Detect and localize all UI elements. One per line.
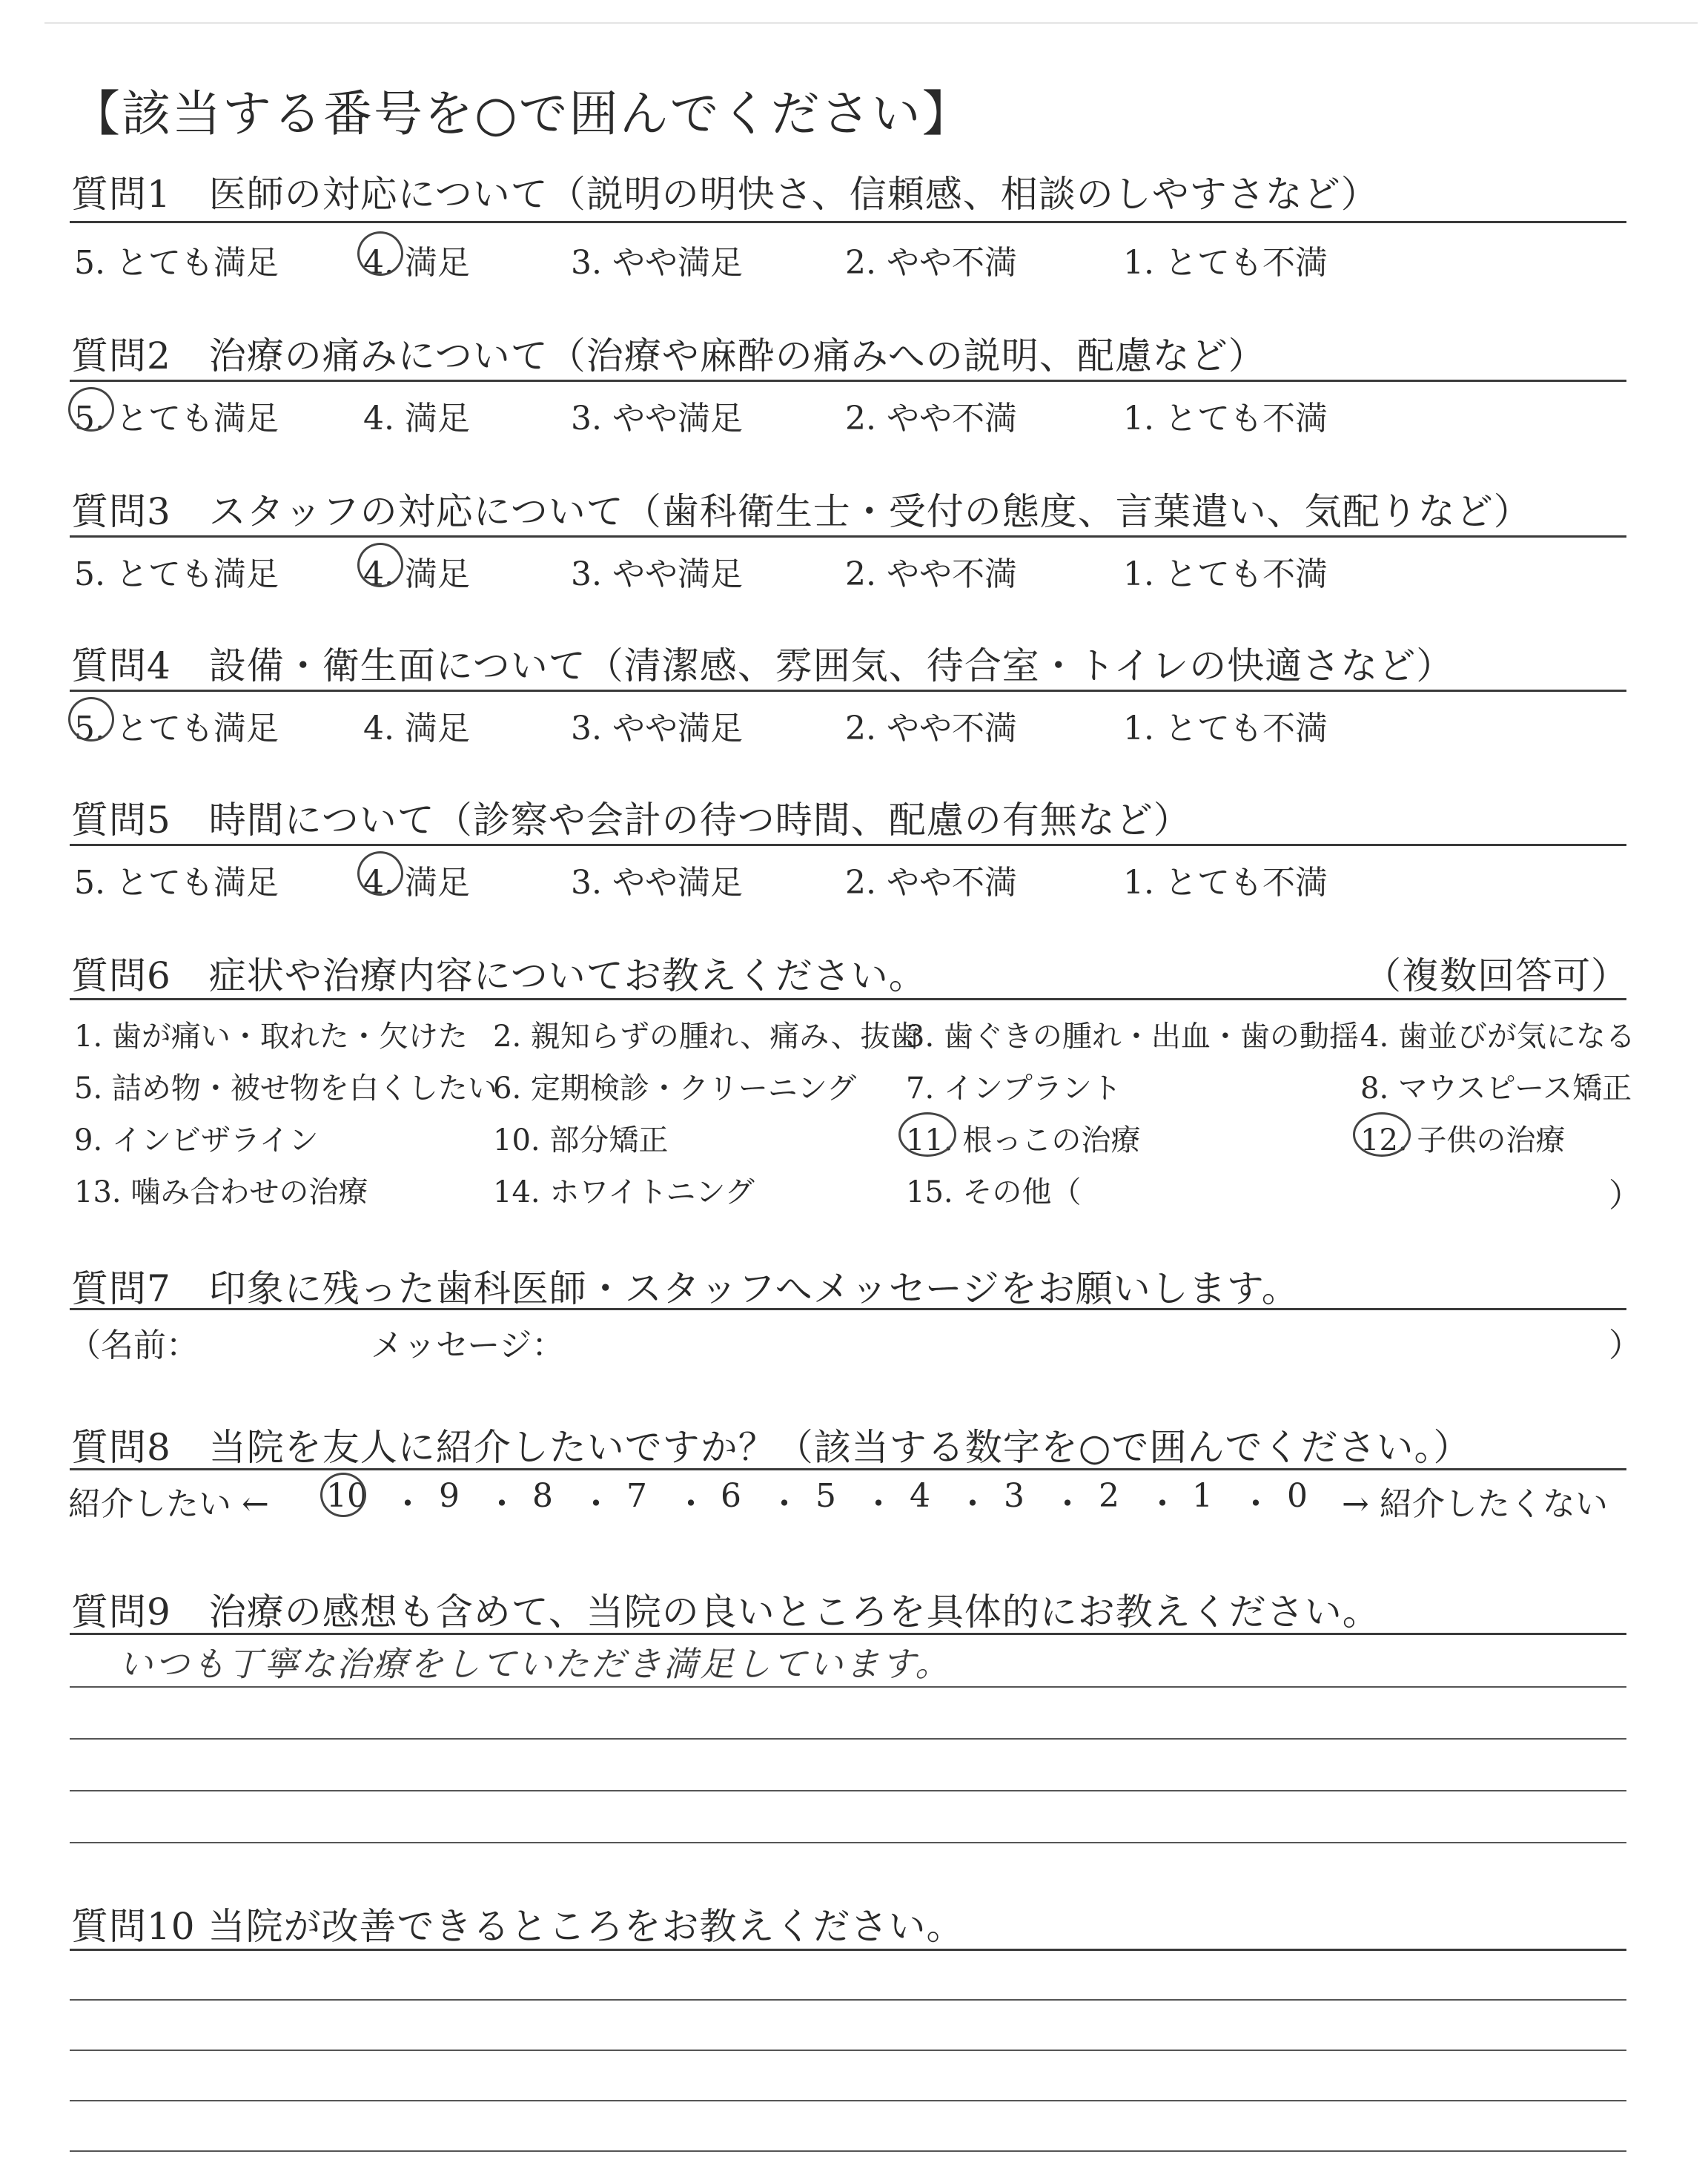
question-4-rule	[70, 690, 1626, 692]
question-1-rule	[70, 221, 1626, 223]
q1-option-3[interactable]: 3. やや満足	[571, 244, 743, 282]
q8-separator: ・	[391, 1485, 424, 1523]
q6-item-2[interactable]: 2. 親知らずの腫れ、痛み、抜歯	[493, 1020, 920, 1054]
question-6-title: 質問6 症状や治療内容についてお教えください。	[71, 954, 927, 997]
top-edge-line	[44, 22, 1698, 24]
q8-separator: ・	[862, 1485, 895, 1523]
q2-option-2[interactable]: 2. やや不満	[845, 400, 1017, 437]
q6-item-13[interactable]: 13. 噛み合わせの治療	[74, 1175, 368, 1209]
q10-writing-line[interactable]	[70, 1999, 1626, 2001]
q8-separator: ・	[580, 1485, 612, 1523]
q4-option-3[interactable]: 3. やや満足	[571, 710, 743, 747]
q8-scale-9[interactable]: 9	[439, 1477, 460, 1515]
question-9-rule	[70, 1633, 1626, 1635]
question-3-title: 質問3 スタッフの対応について（歯科衛生士・受付の態度、言葉遣い、気配りなど）	[71, 490, 1532, 533]
question-5-title: 質問5 時間について（診察や会計の待つ時間、配慮の有無など）	[71, 799, 1191, 842]
q8-right-label: → 紹介したくない	[1342, 1485, 1608, 1523]
q6-item-7[interactable]: 7. インプラント	[906, 1071, 1122, 1106]
question-6-rule	[70, 998, 1626, 1000]
q8-scale-6[interactable]: 6	[721, 1477, 741, 1515]
q1-option-5[interactable]: 5. とても満足	[74, 244, 279, 282]
q7-message-label[interactable]: メッセージ：	[371, 1327, 565, 1364]
question-1-title: 質問1 医師の対応について（説明の明快さ、信頼感、相談のしやすさなど）	[71, 173, 1379, 216]
q6-item-12-selected[interactable]: 12. 子供の治療	[1360, 1117, 1565, 1159]
q6-item-5[interactable]: 5. 詰め物・被せ物を白くしたい	[74, 1071, 497, 1106]
question-4-title: 質問4 設備・衛生面について（清潔感、雰囲気、待合室・トイレの快適さなど）	[71, 644, 1454, 687]
q7-name-label[interactable]: （名前：	[68, 1327, 199, 1364]
question-8-title: 質問8 当院を友人に紹介したいですか？（該当する数字を○で囲んでください。）	[71, 1426, 1472, 1469]
q10-writing-line[interactable]	[70, 2050, 1626, 2051]
q8-separator: ・	[1051, 1485, 1084, 1523]
q1-option-4-selected[interactable]: 4. 満足	[363, 236, 470, 283]
q8-left-label: 紹介したい ←	[68, 1485, 269, 1523]
q6-item-9[interactable]: 9. インビザライン	[74, 1123, 319, 1157]
q3-option-3[interactable]: 3. やや満足	[571, 555, 743, 593]
q8-separator: ・	[956, 1485, 989, 1523]
q6-item-3[interactable]: 3. 歯ぐきの腫れ・出血・歯の動揺	[906, 1020, 1359, 1054]
q6-item-14[interactable]: 14. ホワイトニング	[493, 1175, 755, 1209]
q9-writing-line[interactable]	[70, 1842, 1626, 1843]
q6-item-4[interactable]: 4. 歯並びが気になる	[1360, 1020, 1635, 1054]
q7-close-paren: ）	[1609, 1327, 1641, 1364]
q5-option-1[interactable]: 1. とても不満	[1123, 864, 1328, 902]
question-8-rule	[70, 1468, 1626, 1470]
q2-option-5-selected[interactable]: 5. とても満足	[74, 392, 279, 439]
q6-item-8[interactable]: 8. マウスピース矯正	[1360, 1071, 1632, 1106]
q3-option-1[interactable]: 1. とても不満	[1123, 555, 1328, 593]
q8-separator: ・	[1239, 1485, 1272, 1523]
q8-scale-10-selected[interactable]: 10	[326, 1477, 368, 1515]
q3-option-2[interactable]: 2. やや不満	[845, 555, 1017, 593]
q9-writing-line[interactable]	[70, 1686, 1626, 1688]
question-7-title: 質問7 印象に残った歯科医師・スタッフへメッセージをお願いします。	[71, 1267, 1300, 1310]
q5-option-2[interactable]: 2. やや不満	[845, 864, 1017, 902]
q1-option-1[interactable]: 1. とても不満	[1123, 244, 1328, 282]
q8-separator: ・	[675, 1485, 707, 1523]
q2-option-4[interactable]: 4. 満足	[363, 400, 470, 437]
q8-scale-4[interactable]: 4	[910, 1477, 930, 1515]
q9-writing-line[interactable]	[70, 1790, 1626, 1791]
q10-writing-line[interactable]	[70, 2100, 1626, 2101]
q8-scale-1[interactable]: 1	[1192, 1477, 1213, 1515]
question-5-rule	[70, 844, 1626, 846]
q8-scale-8[interactable]: 8	[532, 1477, 553, 1515]
question-10-title: 質問10 当院が改善できるところをお教えください。	[71, 1905, 964, 1948]
q8-scale-5[interactable]: 5	[815, 1477, 836, 1515]
q5-option-5[interactable]: 5. とても満足	[74, 864, 279, 902]
question-7-rule	[70, 1308, 1626, 1310]
question-2-title: 質問2 治療の痛みについて（治療や麻酔の痛みへの説明、配慮など）	[71, 334, 1266, 377]
q9-writing-line[interactable]	[70, 1738, 1626, 1740]
q8-scale-2[interactable]: 2	[1099, 1477, 1119, 1515]
q6-item-6[interactable]: 6. 定期検診・クリーニング	[493, 1071, 857, 1106]
q2-option-3[interactable]: 3. やや満足	[571, 400, 743, 437]
q8-separator: ・	[486, 1485, 518, 1523]
q10-writing-line[interactable]	[70, 2150, 1626, 2152]
q8-separator: ・	[1146, 1485, 1179, 1523]
q6-other-close-paren: ）	[1609, 1177, 1641, 1215]
q4-option-4[interactable]: 4. 満足	[363, 710, 470, 747]
q4-option-1[interactable]: 1. とても不満	[1123, 710, 1328, 747]
page-heading: 【該当する番号を○で囲んでください】	[71, 85, 973, 142]
question-10-rule	[70, 1949, 1626, 1951]
q8-separator: ・	[768, 1485, 801, 1523]
question-3-rule	[70, 535, 1626, 538]
q3-option-4-selected[interactable]: 4. 満足	[363, 547, 470, 595]
q6-item-11-selected[interactable]: 11. 根っこの治療	[906, 1117, 1140, 1159]
question-2-rule	[70, 380, 1626, 382]
q4-option-2[interactable]: 2. やや不満	[845, 710, 1017, 747]
q2-option-1[interactable]: 1. とても不満	[1123, 400, 1328, 437]
q6-item-15[interactable]: 15. その他（	[906, 1175, 1082, 1209]
q6-item-10[interactable]: 10. 部分矯正	[493, 1123, 669, 1157]
q8-scale-0[interactable]: 0	[1287, 1477, 1308, 1515]
q6-item-1[interactable]: 1. 歯が痛い・取れた・欠けた	[74, 1020, 468, 1054]
q4-option-5-selected[interactable]: 5. とても満足	[74, 701, 279, 749]
question-9-title: 質問9 治療の感想も含めて、当院の良いところを具体的にお教えください。	[71, 1591, 1380, 1634]
q3-option-5[interactable]: 5. とても満足	[74, 555, 279, 593]
question-6-note: （複数回答可）	[1364, 954, 1629, 997]
q9-handwritten-answer: いつも丁寧な治療をしていただき満足しています。	[119, 1644, 952, 1684]
q1-option-2[interactable]: 2. やや不満	[845, 244, 1017, 282]
q8-scale-7[interactable]: 7	[626, 1477, 647, 1515]
q5-option-3[interactable]: 3. やや満足	[571, 864, 743, 902]
q5-option-4-selected[interactable]: 4. 満足	[363, 856, 470, 903]
q8-scale-3[interactable]: 3	[1004, 1477, 1025, 1515]
